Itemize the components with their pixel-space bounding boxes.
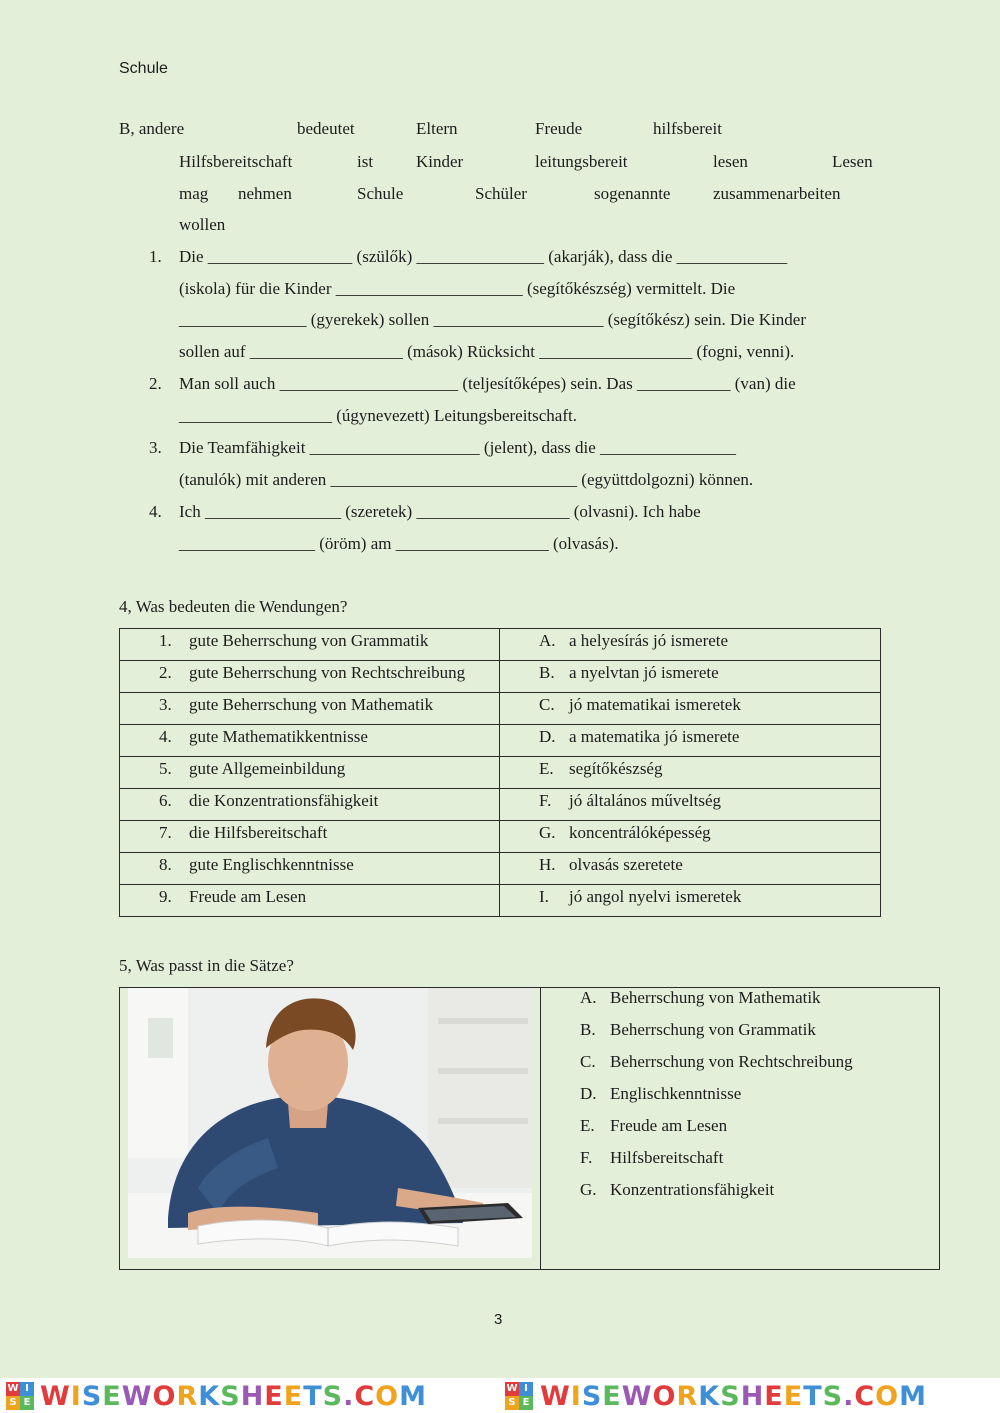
page-number: 3 <box>494 1311 503 1328</box>
hungarian-meaning-cell <box>500 885 881 917</box>
word-bank-item: mag <box>179 184 209 203</box>
row-letter: I. <box>539 887 549 906</box>
exercise5-title: 5, Was passt in die Sätze? <box>119 956 294 975</box>
photo-illustration <box>128 988 532 1258</box>
brand-logo-icon: W I S E <box>505 1382 533 1410</box>
german-phrase: gute Mathematikkentnisse <box>189 727 368 746</box>
german-phrase-cell <box>120 885 500 917</box>
word-bank-item: Kinder <box>416 152 464 171</box>
sentence-line: (iskola) für die Kinder ______________________ (segítőkészség) vermittelt. Die <box>179 279 736 298</box>
german-phrase: gute Beherrschung von Mathematik <box>189 695 434 714</box>
german-phrase: gute Englischkenntnisse <box>189 855 354 874</box>
sentence-line: Die _________________ (szülők) _______________ (akarják), dass die _____________ <box>179 247 788 266</box>
german-phrase: gute Beherrschung von Rechtschreibung <box>189 663 466 682</box>
item-number: 2. <box>149 374 162 393</box>
german-phrase-cell <box>120 661 500 693</box>
exercise4-title: 4, Was bedeuten die Wendungen? <box>119 597 348 616</box>
option-letter: D. <box>580 1084 597 1103</box>
row-number: 5. <box>159 759 172 778</box>
row-number: 3. <box>159 695 172 714</box>
word-bank-item: zusammenarbeiten <box>713 184 841 203</box>
hungarian-meaning: a helyesírás jó ismerete <box>569 631 729 650</box>
row-letter: G. <box>539 823 556 842</box>
hungarian-meaning-cell <box>500 821 881 853</box>
table-row <box>120 821 881 853</box>
word-bank-item: Schüler <box>475 184 527 203</box>
brand-wordmark: WISEWORKSHEETS.COM <box>540 1381 927 1412</box>
item-number: 3. <box>149 438 162 457</box>
row-number: 2. <box>159 663 172 682</box>
sentence-line: Die Teamfähigkeit ____________________ (jelent), dass die ________________ <box>179 438 737 457</box>
hungarian-meaning-cell <box>500 789 881 821</box>
table-row <box>120 789 881 821</box>
hungarian-meaning: koncentrálóképesség <box>569 823 711 842</box>
option-text: Englischkenntnisse <box>610 1084 742 1103</box>
row-letter: H. <box>539 855 556 874</box>
sentence-line: _______________ (gyerekek) sollen ____________________ (segítőkész) sein. Die Kinder <box>179 310 806 329</box>
word-bank-item: leitungsbereit <box>535 152 628 171</box>
option-text: Freude am Lesen <box>610 1116 728 1135</box>
german-phrase-cell <box>120 725 500 757</box>
table-row <box>120 885 881 917</box>
word-bank-item: Schule <box>357 184 404 203</box>
option-letter: A. <box>580 988 597 1007</box>
german-phrase: Freude am Lesen <box>189 887 307 906</box>
hungarian-meaning: segítőkészség <box>569 759 663 778</box>
option-letter: B. <box>580 1020 596 1039</box>
hungarian-meaning: jó matematikai ismeretek <box>569 695 741 714</box>
hungarian-meaning-cell <box>500 693 881 725</box>
brand-wordmark: WISEWORKSHEETS.COM <box>40 1381 427 1412</box>
german-phrase: die Konzentrationsfähigkeit <box>189 791 379 810</box>
sentence-line: sollen auf __________________ (mások) Rücksicht __________________ (fogni, venni). <box>179 342 795 361</box>
word-bank-item: ist <box>357 152 374 171</box>
exercise5-box <box>119 987 940 1270</box>
row-letter: E. <box>539 759 554 778</box>
word-bank-item: lesen <box>713 152 748 171</box>
hungarian-meaning: olvasás szeretete <box>569 855 683 874</box>
word-bank-item: bedeutet <box>297 119 355 138</box>
row-letter: D. <box>539 727 556 746</box>
row-number: 8. <box>159 855 172 874</box>
german-phrase: gute Allgemeinbildung <box>189 759 346 778</box>
option-text: Beherrschung von Rechtschreibung <box>610 1052 853 1071</box>
item-number: 1. <box>149 247 162 266</box>
row-letter: F. <box>539 791 552 810</box>
footer-watermark <box>0 1378 1000 1413</box>
row-number: 1. <box>159 631 172 650</box>
brand-logo-icon: W I S E <box>6 1382 34 1410</box>
word-bank-item: Hilfsbereitschaft <box>179 152 293 171</box>
word-bank-item: hilfsbereit <box>653 119 722 138</box>
word-bank-item: sogenannte <box>594 184 671 203</box>
german-phrase-cell <box>120 693 500 725</box>
german-phrase-cell <box>120 789 500 821</box>
word-bank-item: Eltern <box>416 119 458 138</box>
sentence-line: Man soll auch _____________________ (teljesítőképes) sein. Das ___________ (van) die <box>179 374 796 393</box>
hungarian-meaning-cell <box>500 853 881 885</box>
row-number: 9. <box>159 887 172 906</box>
german-phrase-cell <box>120 629 500 661</box>
option-text: Hilfsbereitschaft <box>610 1148 724 1167</box>
table-row <box>120 629 881 661</box>
page-header: Schule <box>119 60 168 77</box>
column-divider <box>540 988 541 1269</box>
table-row <box>120 661 881 693</box>
row-letter: A. <box>539 631 556 650</box>
item-number: 4. <box>149 502 162 521</box>
hungarian-meaning: a matematika jó ismerete <box>569 727 740 746</box>
row-number: 4. <box>159 727 172 746</box>
row-number: 6. <box>159 791 172 810</box>
hungarian-meaning: jó általános műveltség <box>569 791 722 810</box>
table-row <box>120 725 881 757</box>
hungarian-meaning: a nyelvtan jó ismerete <box>569 663 719 682</box>
hungarian-meaning-cell <box>500 757 881 789</box>
german-phrase-cell <box>120 821 500 853</box>
row-letter: B. <box>539 663 555 682</box>
option-text: Konzentrationsfähigkeit <box>610 1180 775 1199</box>
matching-table <box>119 628 881 917</box>
hungarian-meaning-cell <box>500 661 881 693</box>
word-bank-item: Freude <box>535 119 583 138</box>
option-letter: E. <box>580 1116 595 1135</box>
sentence-line: ________________ (öröm) am __________________ (olvasás). <box>179 534 619 553</box>
option-text: Beherrschung von Mathematik <box>610 988 821 1007</box>
hungarian-meaning: jó angol nyelvi ismeretek <box>569 887 742 906</box>
german-phrase-cell <box>120 853 500 885</box>
sentence-line: __________________ (úgynevezett) Leitungsbereitschaft. <box>179 406 577 425</box>
table-row <box>120 853 881 885</box>
hungarian-meaning-cell <box>500 725 881 757</box>
option-letter: G. <box>580 1180 597 1199</box>
sentence-line: Ich ________________ (szeretek) __________________ (olvasni). Ich habe <box>179 502 701 521</box>
row-number: 7. <box>159 823 172 842</box>
german-phrase-cell <box>120 757 500 789</box>
german-phrase: die Hilfsbereitschaft <box>189 823 328 842</box>
row-letter: C. <box>539 695 555 714</box>
word-bank-item: wollen <box>179 215 226 234</box>
table-row <box>120 693 881 725</box>
word-bank-item: B, andere <box>119 119 185 138</box>
option-letter: C. <box>580 1052 596 1071</box>
option-letter: F. <box>580 1148 593 1167</box>
word-bank-item: Lesen <box>832 152 873 171</box>
sentence-line: (tanulók) mit anderen _____________________________ (együttdolgozni) können. <box>179 470 754 489</box>
student-reading-photo <box>128 988 532 1258</box>
german-phrase: gute Beherrschung von Grammatik <box>189 631 429 650</box>
hungarian-meaning-cell <box>500 629 881 661</box>
option-text: Beherrschung von Grammatik <box>610 1020 816 1039</box>
table-row <box>120 757 881 789</box>
word-bank-item: nehmen <box>238 184 292 203</box>
